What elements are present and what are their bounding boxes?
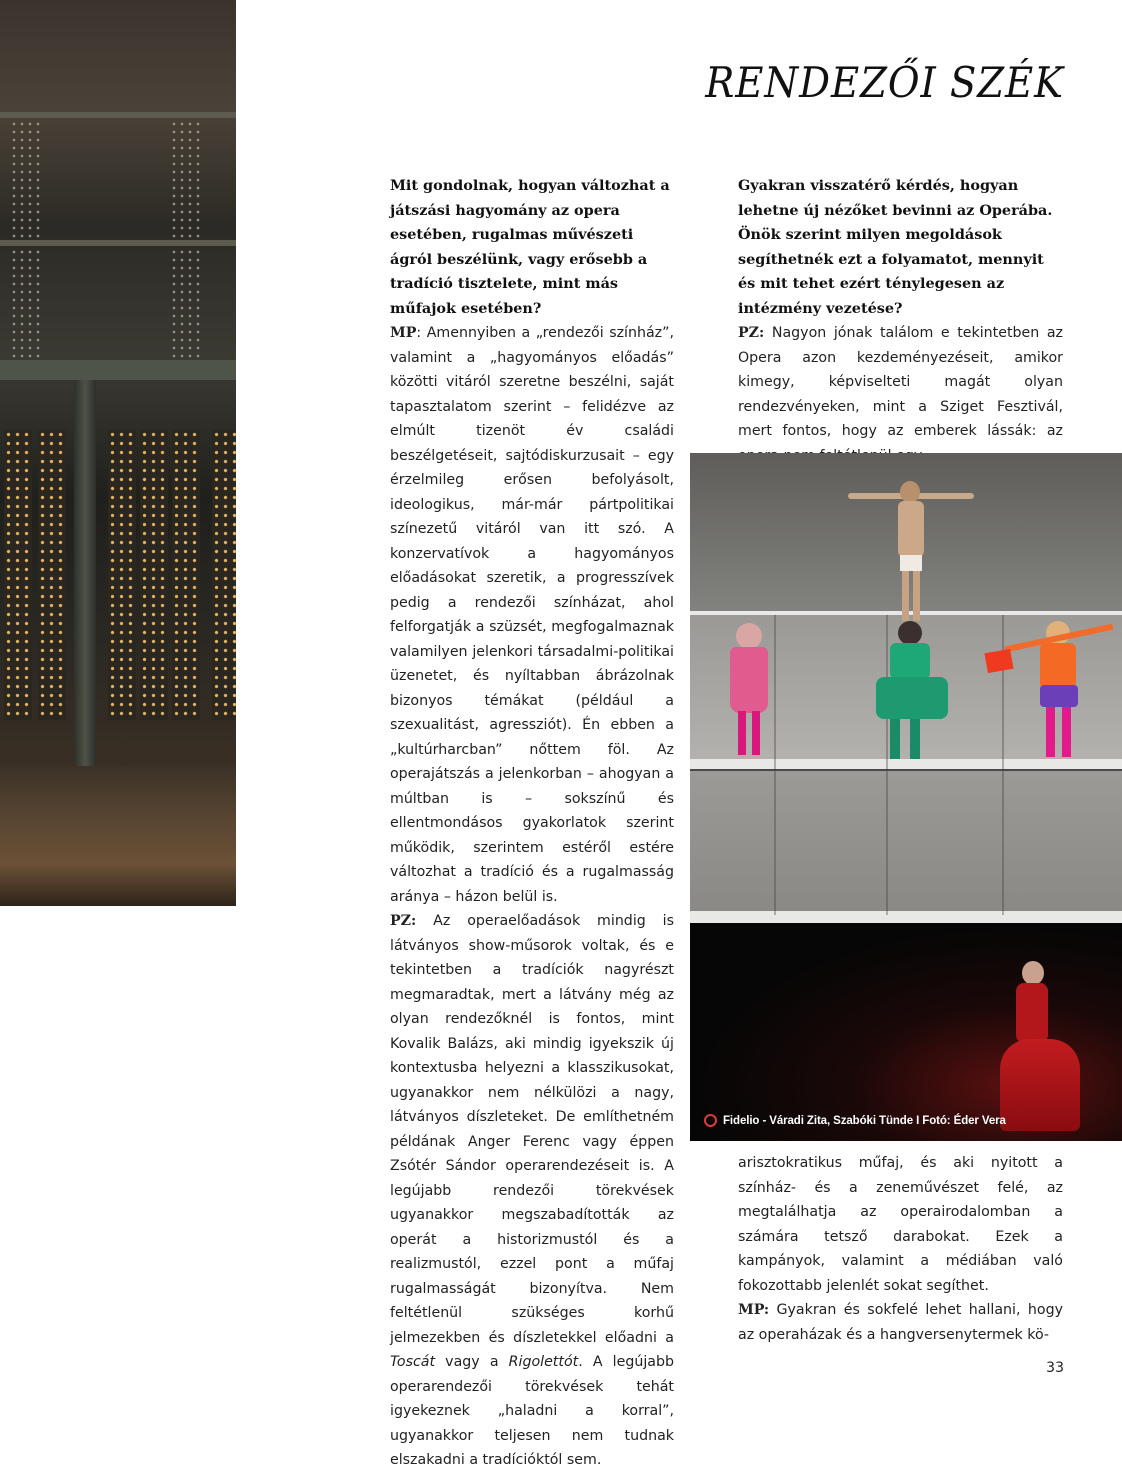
- figure-leg: [1046, 707, 1055, 757]
- light-panel: [140, 430, 168, 720]
- pz-answer-tosca: Toscát: [390, 1354, 436, 1370]
- orange-costume: [1040, 643, 1076, 689]
- figure-head: [900, 481, 920, 503]
- balcony-floor: [0, 360, 236, 380]
- mp-answer-audience: [738, 1298, 1063, 1347]
- speaker-pz: PZ:: [738, 325, 765, 341]
- figure-torso: [898, 501, 924, 557]
- photo-caption: [704, 1114, 1006, 1127]
- stage-ledge: [690, 759, 1122, 769]
- light-panel: [172, 430, 200, 720]
- photo-caption-text: Fidelio - Váradi Zita, Szabóki Tünde I Fotó: Éder Vera: [723, 1114, 1006, 1127]
- figure-leg: [1062, 707, 1071, 757]
- balcony-rail: [0, 240, 236, 246]
- pz-answer-audience-text: Nagyon jónak találom e tekintetben az Opera azon kezdeményezéseit, amikor kimegy, képviselteti magát olyan rendezvényeken, mint a Sziget Fesztivál, mert fontos, hogy az emberek lássák: az: [738, 325, 1063, 439]
- support-post: [74, 380, 96, 780]
- figure-leg: [902, 571, 909, 621]
- pz-answer-text-2: vagy a: [435, 1354, 509, 1370]
- pz-answer-audience-continued: arisztokratikus műfaj, és aki nyitott a színház- és a zeneművészet felé, az megtalálhatja az operairodalomban a számára tetsző darabokat. Ezek a kampányok, valamint a médiában való fokozottabb jelenlét sokat segíthet.: [738, 1155, 1063, 1294]
- mp-answer-tradition: [390, 321, 674, 909]
- wall-seam: [886, 615, 888, 915]
- left-text-column: [390, 174, 674, 1473]
- right-text-column-bottom: [738, 1151, 1063, 1347]
- figure-leg: [738, 711, 746, 755]
- green-skirt: [876, 677, 948, 719]
- mp-answer-audience-text: Gyakran és sokfelé lehet hallani, hogy az operaházak és a hangversenytermek kö-: [738, 1302, 1063, 1343]
- page-number: 33: [1046, 1360, 1064, 1376]
- speaker-pz: PZ:: [390, 913, 417, 929]
- figure-leg: [890, 719, 900, 759]
- lower-wall: [690, 771, 1122, 911]
- question-new-audience: Gyakran visszatérő kérdés, hogyan lehetne új nézőket bevinni az Operába. Önök szerint milyen megoldások segíthetnék ezt a folyamatot, mennyit és mit tehet ezért ténylegesen az intézmény vezetése?: [738, 177, 1053, 317]
- caption-bullet-icon: [704, 1114, 717, 1127]
- pz-answer-audience: [738, 321, 1063, 468]
- red-gown-skirt: [1000, 1039, 1080, 1131]
- light-panel: [108, 430, 136, 720]
- figure-leg: [752, 711, 760, 755]
- section-title: RENDEZŐI SZÉK: [705, 58, 1064, 107]
- light-panel: [4, 430, 32, 720]
- purple-skirt: [1040, 685, 1078, 707]
- figure-leg: [910, 719, 920, 759]
- speaker-mp: MP: [390, 325, 417, 341]
- right-text-column-top: [738, 174, 1063, 468]
- red-gown-top: [1016, 983, 1048, 1043]
- pz-answer-text-1: Az operaelőadások mindig is látványos show-műsorok voltak, és e tekintetben a tradíciók nagyrészt megmaradtak, mert a látvány még az olyan rendezőknél is fontos, mint Kovalik Balázs, aki mindig igyekszik új kontextusba helyezni a klasszikusokat, ugyanakkor nem nélkülözi a nagy, látványos díszleteket. De említhetném példának Anger Ferenc vagy éppen Zsótér Sándor operarendezéseit is. A legújabb rendezői törekvések ugyanakkor megszabadították az operát a historizmustól és a realizmustól, ezzel pont a műfaj rugalmasságát bizonyítva. Nem feltétlenül szükséges korhű jelmezekben és díszletekkel előadni a: [390, 913, 674, 1346]
- pz-answer-rigoletto: Rigolettót: [508, 1354, 579, 1370]
- pz-answer-tradition: [390, 909, 674, 1473]
- pink-costume: [730, 647, 768, 713]
- mp-answer-text: : Amennyiben a „rendezői színház”, valamint a „hagyományos előadás” közötti vitáról szeretne beszélni, saját tapasztalatom szerint – felidézve az elmúlt tizenöt év családi beszélgetéseit, sajtódiskurzusait – egy érzelmileg erősen befolyásolt, ideologikus, már-már pártpolitikai színezetű vitáról van itt szó. A konzervatívok a hagyományos előadásokat szeretik, a progresszívek pedig a rendezői színházat, ahol felforgatják a szüzsét, megfogalmaznak valamilyen jelenkori társadalmi-politikai üzenetet, és nyíltabban ábrázolnak bizonyos témákat (például a szexualitást, agressziót). Én ebben a „kultúrharcban” nőttem föl. Az operajátszás a jelenkorban – ahogyan a múltban is – sokszínű és ellentmondásos gyakorlatok szerint működik, szerintem estéről estére változhat a tradíció és a rugalmasság aránya – házon belül is.: [390, 325, 674, 905]
- question-tradition: Mit gondolnak, hogyan változhat a játszási hagyomány az opera esetében, rugalmas művészeti ágról beszélünk, vagy erősebb a tradíció tisztelete, mint más műfajok esetében?: [390, 177, 670, 317]
- figure-leg: [913, 571, 920, 621]
- speaker-mp: MP:: [738, 1302, 770, 1318]
- figure-loincloth: [900, 555, 922, 571]
- stage-floor: [0, 766, 236, 906]
- fidelio-stage-photo: [690, 453, 1122, 1141]
- green-bodice: [890, 643, 930, 679]
- figure-head: [1022, 961, 1044, 985]
- stage-set-photo-left: [0, 0, 236, 906]
- light-panel: [212, 430, 236, 720]
- balcony-rail: [0, 112, 236, 118]
- light-panel: [38, 430, 66, 720]
- figure-head: [736, 623, 762, 649]
- pz-answer-text-3: . A legújabb operarendezői törekvések tehát igyekeznek „haladni a korral”, ugyanakkor teljesen nem tudnak elszakadni a tradícióktól sem.: [390, 1354, 674, 1468]
- wall-seam: [774, 615, 776, 915]
- figure-head: [898, 621, 922, 645]
